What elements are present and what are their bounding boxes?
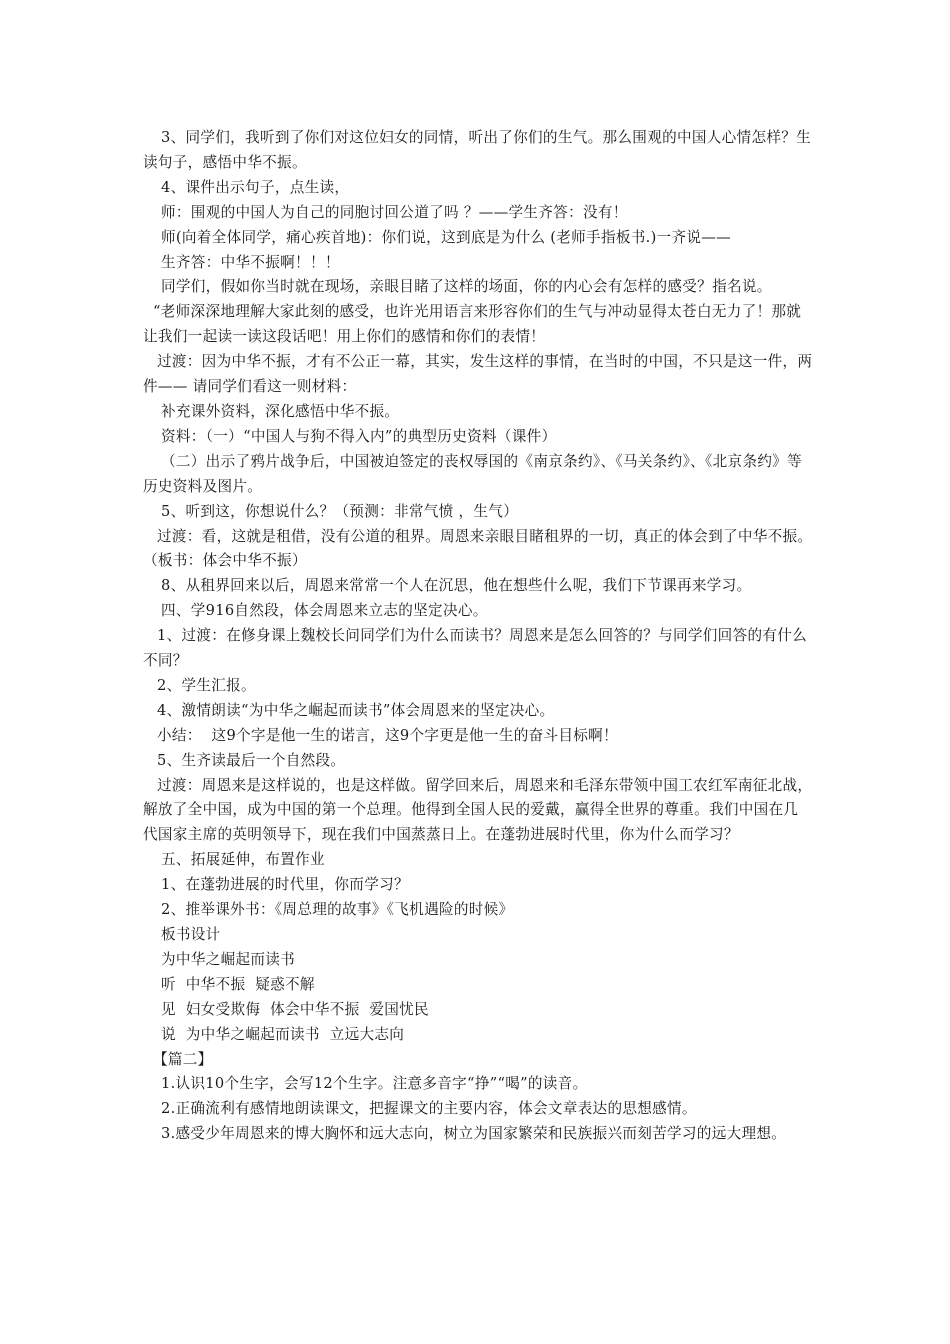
paragraph-7: “老师深深地理解大家此刻的感受，也许光用语言来形容你们的生气与冲动显得太苍白无力了！那就让我们一起读一读这段话吧！用上你们的感情和你们的表情！ xyxy=(143,303,802,346)
paragraph-2: 4、课件出示句子，点生读， xyxy=(161,178,350,196)
paragraph-12: 5、听到这，你想说什么？（预测：非常气愤 ，生气） xyxy=(161,502,519,520)
paragraph-15: 四、学916自然段，体会周恩来立志的坚定决心。 xyxy=(161,602,488,620)
paragraph-28: 见 妇女受欺侮 体会中华不振 爱国忧民 xyxy=(161,1000,429,1018)
paragraph-10: 资料：（一）“中国人与狗不得入内”的典型历史资料（课件） xyxy=(161,427,557,445)
paragraph-8: 过渡：因为中华不振，才有不公正一幕，其实，发生这样的事情，在当时的中国，不只是这一件，两件—— 请同学们看这一则材料： xyxy=(143,353,813,396)
paragraph-19: 小结： 这9个字是他一生的诺言，这9个字更是他一生的奋斗目标啊！ xyxy=(157,726,618,744)
paragraph-18: 4、激情朗读“为中华之崛起而读书”体会周恩来的坚定决心。 xyxy=(157,701,555,719)
paragraph-13: 过渡：看，这就是租借，没有公道的租界。周恩来亲眼目睹租界的一切，真正的体会到了中华不振。（板书：体会中华不振） xyxy=(143,527,813,570)
paragraph-20: 5、生齐读最后一个自然段。 xyxy=(157,751,346,769)
paragraph-1: 3、同学们，我听到了你们对这位妇女的同情，听出了你们的生气。那么围观的中国人心情怎样？生读句子，感悟中华不振。 xyxy=(143,129,812,171)
paragraph-9: 补充课外资料，深化感悟中华不振。 xyxy=(161,402,400,420)
paragraph-33: 3.感受少年周恩来的博大胸怀和远大志向，树立为国家繁荣和民族振兴而刻苦学习的远大理想。 xyxy=(161,1125,787,1143)
paragraph-3: 师：围观的中国人为自己的同胞讨回公道了吗 ？——学生齐答：没有！ xyxy=(161,203,628,221)
paragraph-32: 2.正确流利有感情地朗读课文，把握课文的主要内容，体会文章表达的思想感情。 xyxy=(161,1100,697,1118)
paragraph-25: 板书设计 xyxy=(161,926,221,943)
document-page xyxy=(143,126,813,1147)
paragraph-17: 2、学生汇报。 xyxy=(157,676,256,694)
paragraph-22: 五、拓展延伸，布置作业 xyxy=(161,851,325,869)
paragraph-24: 2、推举课外书：《周总理的故事》《飞机遇险的时候》 xyxy=(161,901,514,919)
paragraph-14: 8、从租界回来以后，周恩来常常一个人在沉思，他在想些什么呢，我们下节课再来学习。 xyxy=(161,577,752,595)
paragraph-5: 生齐答：中华不振啊！！！ xyxy=(161,253,340,271)
paragraph-23: 1、在蓬勃进展的时代里，你而学习？ xyxy=(161,876,409,894)
paragraph-26: 为中华之崛起而读书 xyxy=(161,950,296,968)
paragraph-31: 1.认识10个生字，会写12个生字。注意多音字“挣”“喝”的读音。 xyxy=(161,1075,588,1093)
paragraph-4: 师(向着全体同学，痛心疾首地)：你们说，这到底是为什么 (老师手指板书.)一齐说—— xyxy=(161,228,732,246)
paragraph-11: （二）出示了鸦片战争后，中国被迫签定的丧权辱国的《南京条约》、《马关条约》、《北京条约》等历史资料及图片。 xyxy=(143,452,803,495)
paragraph-6: 同学们，假如你当时就在现场，亲眼目睹了这样的场面，你的内心会有怎样的感受？指名说。 xyxy=(161,278,772,296)
paragraph-21: 过渡：周恩来是这样说的，也是这样做。留学回来后，周恩来和毛泽东带领中国工农红军南征北战，解放了全中国，成为中国的第一个总理。他得到全国人民的爱戴，赢得全世界的尊重。我们中国在几代国家主席的英明领导下，现在我们中国蒸蒸日上。在蓬勃进展时代里，你为什么而学习？ xyxy=(143,776,813,844)
paragraph-27: 听 中华不振 疑惑不解 xyxy=(161,975,315,993)
paragraph-16: 1、过渡：在修身课上魏校长问同学们为什么而读书？周恩来是怎么回答的？与同学们回答的有什么不同？ xyxy=(143,627,808,670)
section-heading: 【篇二】 xyxy=(153,1050,213,1068)
paragraph-29: 说 为中华之崛起而读书 立远大志向 xyxy=(161,1025,405,1043)
